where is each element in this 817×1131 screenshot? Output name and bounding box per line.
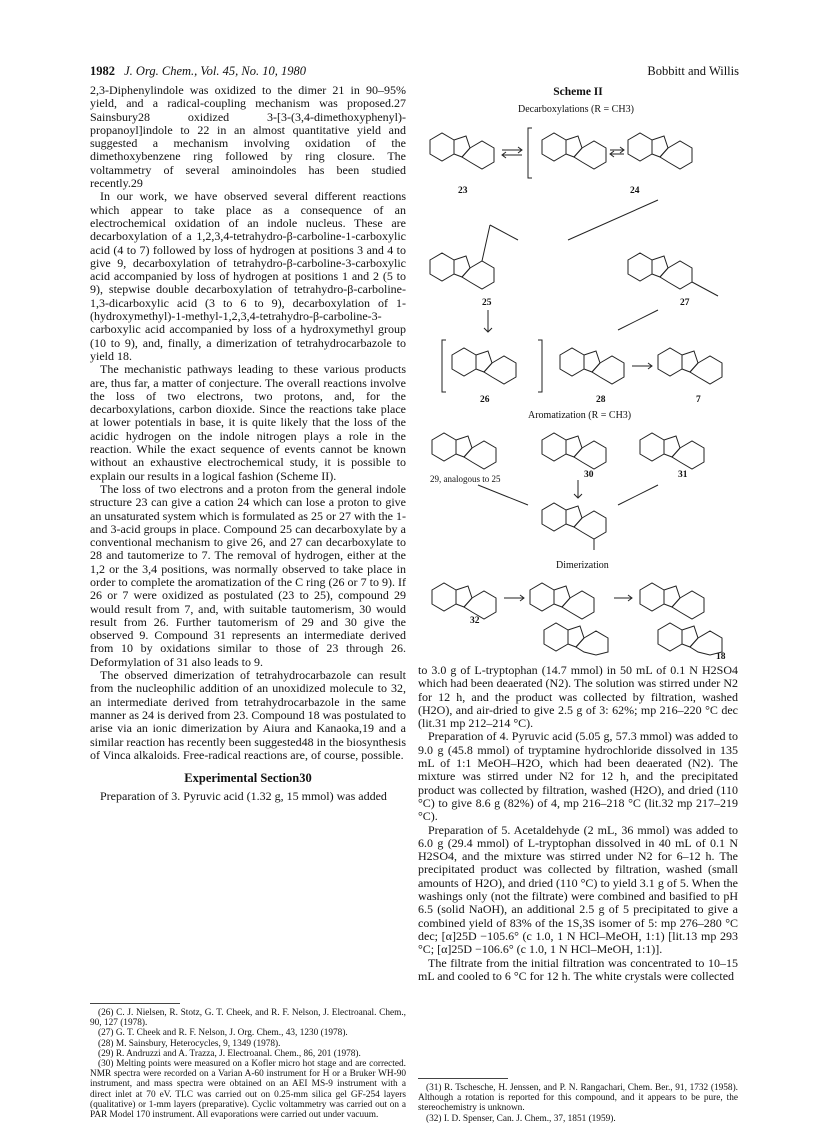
structure-9 — [542, 503, 606, 550]
structure-7 — [658, 348, 722, 384]
footnote: (30) Melting points were measured on a Kofler micro hot stage and are corrected. NMR spectra were recorded on a Varian A-60 instrument for H or a Bruker WH-90 instrument, and mass spectra were obtained on an AEI MS-9 instrument with a direct inlet at 70 eV. TLC was carried out on 0.25-mm silica gel GF-254 layers (qualitative) or 1-mm layers (preparative). Cyclic voltammetry was carried out on a PAR Model 170 instrument. All evaporations were carried out under vacuum. — [90, 1059, 406, 1121]
structure-32 — [432, 583, 496, 619]
paragraph: Preparation of 5. Acetaldehyde (2 mL, 36 mmol) was added to 6.0 g (29.4 mmol) of L-tryptophan dissolved in 40 mL of 0.1 N H2SO4, and the mixture was stirred under N2 for 6–12 h. The precipitated product was collected by filtration, washed (small amounts of H2O), and dried (110 °C) to yield 3.1 g of 5. When the washings only (not the filtrate) were combined and basified to pH 6.5 (solid NaOH), an additional 2.5 g of 5 precipitated to give a combined yield of 83% of the 1S,3S isomer of 5: mp 276–280 °C dec; [α]25D −105.6° (c 1.0, 1 N HCl–MeOH, 1:1) [lit.13 mp 293 °C; [α]25D −106.6° (c 1.0, 1 N HCl–MeOH, 1:1)]. — [418, 822, 738, 957]
left-column — [90, 84, 406, 803]
compound-label: 29, analogous to 25 — [430, 474, 501, 484]
paragraph: In our work, we have observed several different reactions which appear to take place as a consequence of an electrochemical oxidation of an indole nucleus. These are decarboxylation of a 1,2,3,4-tetrahydro-β-carboline-1-carboxylic acid (4 to 7) followed by loss of hydrogen at positions 3 and 4 to give 9, decarboxylation of tetrahydro-β-carboline-3-carboxylic acid accompanied by loss of hydrogen at positions 1 and 2 (5 to 9), stepwise double decarboxylation of tetrahydro-β-carboline-1,3-dicarboxylic acid (3 to 6 to 9), decarboxylation of 1-(hydroxymethyl)-1-methyl-1,2,3,4-tetrahydro-β-carboline-3-carboxylic acid accompanied by loss of a hydroxymethyl group (10 to 9), and, finally, a dimerization of tetrahydrocarbazole to yield 18. — [90, 189, 406, 363]
reaction-arrow — [618, 310, 658, 330]
compound-label: 31 — [678, 470, 688, 480]
paragraph: The loss of two electrons and a proton from the general indole structure 23 can give a cation 24 which can lose a proton to give an unsaturated system which is formulated as 25 or 27 with the 1- and 3-acid groups in place. Compound 25 can decarboxylate by a conventional mechanism to give 26, and 27 can decarboxylate to 28 and tautomerize to 7. The removal of hydrogen, either at the 1,2 or the 3,4 positions, was normally observed to take place in order to complete the aromatization of the C ring (26 or 7 to 9). If 26 or 7 were oxidized as postulated (23 to 25), compound 29 would result from 7, and, with suitable tautomerism, 30 would result from 26. Further tautomerism of 29 and 30 give the observed 9. Compound 31 represents an intermediate derived from 10 by oxidations similar to those of 23 through 26. Deformylation of 31 also leads to 9. — [90, 481, 406, 669]
reaction-arrow — [618, 485, 658, 505]
compound-label: 7 — [696, 395, 701, 405]
structure-25 — [430, 225, 518, 289]
compound-label: 24 — [630, 186, 640, 196]
header-authors: Bobbitt and Willis — [647, 64, 739, 78]
right-column — [418, 664, 738, 983]
paragraph: Preparation of 4. Pyruvic acid (5.05 g, 57.3 mmol) was added to 9.0 g (45.8 mmol) of tryptamine hydrochloride dissolved in 135 mL of 1:1 MeOH–H2O, which had been deaerated (N2). The mixture was stirred under N2 for 12 h, and the precipitated product was collected by filtration, washed (H2O), and dried (110 °C) to give 8.6 g (82%) of 4, mp 216–218 °C (lit.32 mp 217–219 °C). — [418, 729, 738, 824]
paragraph: The observed dimerization of tetrahydrocarbazole can result from the nucleophilic addition of an unoxidized molecule to 32, an intermediate derived from tetrahydrocarbazole in the same manner as 24 is derived from 23. Compound 18 was postulated to arise via an ionic dimerization by Aiura and Kanaoka,19 and a similar reaction has recently been suggested48 in the biosynthesis of Vinca alkaloids. Free-radical reactions are, of course, possible. — [90, 668, 406, 762]
reaction-arrow — [568, 200, 658, 240]
structure-28 — [560, 348, 624, 384]
paragraph: The filtrate from the initial filtration was concentrated to 10–15 mL and cooled to 6 °C for 12 h. The white crystals were collected — [418, 955, 738, 983]
structure-31 — [640, 433, 704, 469]
footnote: (26) C. J. Nielsen, R. Stotz, G. T. Cheek, and R. F. Nelson, J. Electroanal. Chem., 90, 127 (1978). — [90, 1008, 406, 1029]
footnote: (31) R. Tschesche, H. Jenssen, and P. N. Rangachari, Chem. Ber., 91, 1732 (1958). Although a rotation is reported for this compound, and it appears to be pure, the stereochemistry is unknown. — [418, 1083, 738, 1114]
compound-label: 28 — [596, 395, 606, 405]
structure-29 — [432, 433, 496, 469]
paragraph: to 3.0 g of L-tryptophan (14.7 mmol) in 50 mL of 0.1 N H2SO4 which had been deaerated (N2). The solution was stirred under N2 for 12 h, and the product was collected by filtration, washed (H2O), and air-dried to give 2.5 g of 3: 62%; mp 216–220 °C dec (lit.31 mp 212–214 °C). — [418, 663, 738, 731]
compound-label: 30 — [584, 470, 594, 480]
paragraph: 2,3-Diphenylindole was oxidized to the dimer 21 in 90–95% yield, and a radical-coupling mechanism was proposed.27 Sainsbury28 oxidized 3-[3-(3,4-dimethoxyphenyl)-propanoyl]indole to 22 in an almost quantitative yield and suggested a mechanism involving oxidation of the dimethoxybenzene ring followed by ring closure. The voltammetry of several aminoindoles has been studied recently.29 — [90, 83, 406, 191]
running-header — [90, 64, 306, 79]
scheme-subtitle: Decarboxylations (R = CH3) — [518, 104, 634, 115]
scheme-subtitle: Dimerization — [556, 560, 609, 571]
footnote: (32) I. D. Spenser, Can. J. Chem., 37, 1851 (1959). — [426, 1113, 616, 1124]
paragraph: Preparation of 3. Pyruvic acid (1.32 g, 15 mmol) was added — [100, 789, 387, 804]
footnote-rule — [90, 1003, 180, 1004]
footnote: (29) R. Andruzzi and A. Trazza, J. Electroanal. Chem., 86, 201 (1978). — [98, 1048, 361, 1059]
footnotes-right — [418, 1078, 738, 1124]
reaction-arrow — [478, 485, 528, 505]
compound-label: 27 — [680, 298, 690, 308]
structure-27 — [628, 253, 718, 296]
scheme-subtitle: Aromatization (R = CH3) — [528, 410, 632, 421]
scheme-structures — [418, 100, 738, 660]
structure-24 — [528, 128, 692, 178]
journal-citation: J. Org. Chem., Vol. 45, No. 10, 1980 — [124, 64, 306, 78]
compound-label: 18 — [716, 652, 726, 662]
paragraph: The mechanistic pathways leading to these various products are, thus far, a matter of conjecture. The overall reactions involve the loss of two electrons, two protons, and, for the decarboxylations, carbon dioxide. Since the reactions take place at lower potentials in base, it is quite likely that the loss of the acidic hydrogen on the indole nitrogen plays a role in the reaction. While the exact sequence of events cannot be known without an exhaustive electrochemical study, it is possible to explain our results in a logical fashion (Scheme II). — [90, 362, 406, 483]
compound-label: 32 — [470, 616, 480, 626]
structure-dimer-intermediate — [530, 583, 608, 655]
compound-label: 23 — [458, 186, 468, 196]
footnote-rule — [418, 1078, 508, 1079]
footnote: (27) G. T. Cheek and R. F. Nelson, J. Org. Chem., 43, 1230 (1978). — [98, 1028, 348, 1039]
structure-18 — [640, 583, 722, 655]
page-number: 1982 — [90, 64, 115, 78]
reaction-arrow — [502, 147, 522, 158]
compound-label: 25 — [482, 298, 492, 308]
footnote: (28) M. Sainsbury, Heterocycles, 9, 1349 (1978). — [98, 1038, 281, 1049]
structure-23 — [430, 133, 494, 169]
compound-label: 26 — [480, 395, 490, 405]
structure-30 — [542, 433, 606, 469]
footnotes-left — [90, 1003, 406, 1120]
scheme-title: Scheme II — [553, 86, 603, 98]
structure-26 — [442, 340, 542, 392]
section-heading: Experimental Section30 — [184, 771, 312, 786]
